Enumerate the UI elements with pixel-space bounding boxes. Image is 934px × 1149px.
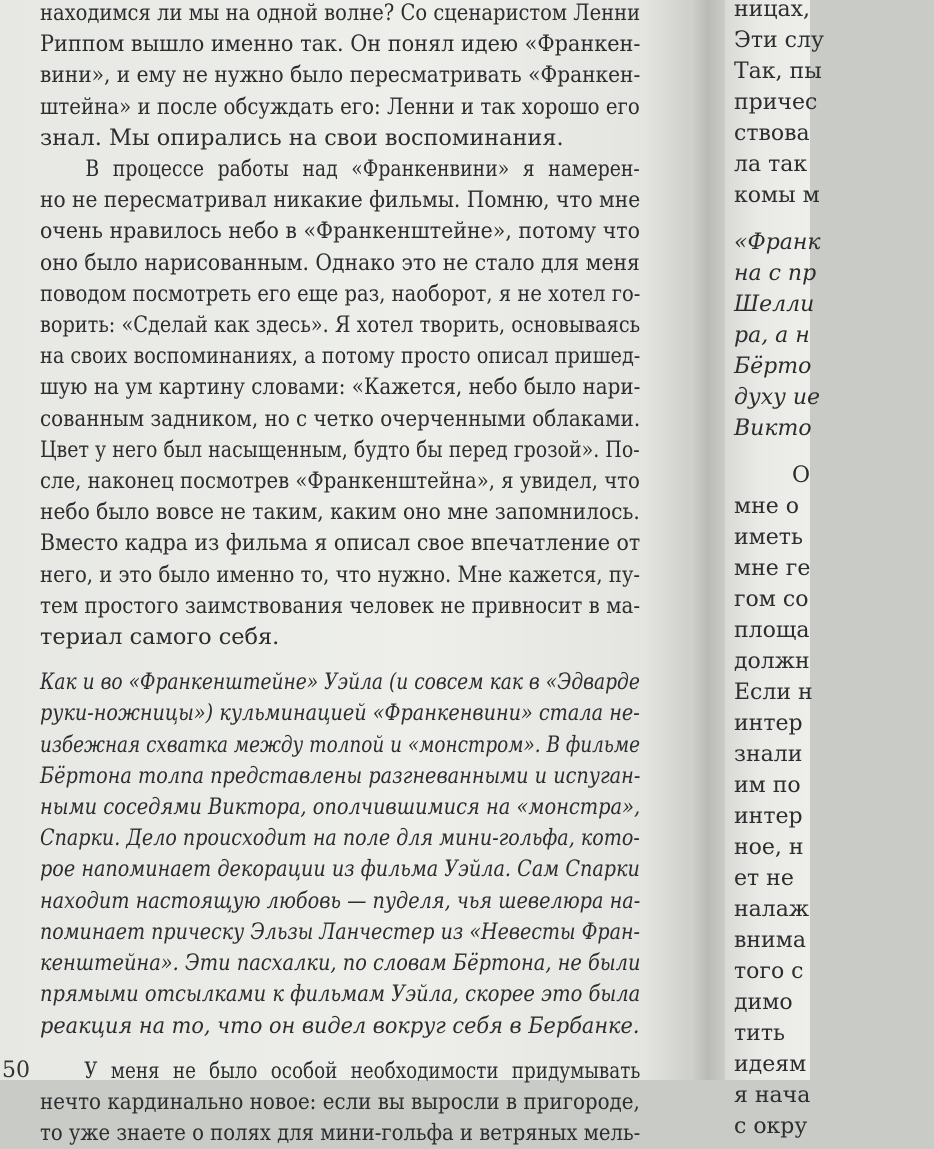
facing-line: интер	[734, 711, 803, 736]
text-line: реакция на то, что он видел вокруг себя в Бербанке.	[40, 1012, 640, 1039]
facing-line: Если н	[734, 680, 813, 705]
text-line: прямыми отсылками к фильмам Уэйла, скорее это была	[40, 981, 641, 1008]
text-line: но не пересматривал никакие фильмы. Помню, что мне	[40, 187, 641, 214]
text-line: тем простого заимствования человек не привносит в ма-	[40, 592, 641, 619]
text-line: ными соседями Виктора, ополчившимися на «монстра»,	[40, 794, 641, 821]
facing-line: Шелли	[734, 292, 815, 317]
text-line: находимся ли мы на одной волне? Со сценаристом Ленни	[40, 0, 641, 26]
facing-line: комы м	[734, 183, 820, 208]
facing-line: на с пр	[734, 261, 817, 286]
facing-line: интер	[734, 804, 803, 829]
text-line: знал. Мы опирались на свои воспоминания.	[40, 124, 564, 151]
text-line: то уже знаете о полях для мини-гольфа и ветряных мель-	[40, 1120, 641, 1147]
facing-line: площа	[734, 618, 810, 643]
text-line: Бёртона толпа представлены разгневанными и испуган-	[40, 762, 641, 789]
text-line: поминает прическу Эльзы Ланчестер из «Невесты Фран-	[40, 918, 640, 945]
facing-line: ла так	[734, 152, 808, 177]
text-line: небо было вовсе не таким, каким оно мне запомнилось.	[40, 499, 640, 526]
text-line: У меня не было особой необходимости придумывать	[84, 1057, 641, 1084]
text-line: Цвет у него был насыщенным, будто бы перед грозой». По-	[40, 436, 640, 463]
facing-line: причес	[734, 90, 818, 115]
text-line: поводом посмотреть его еще раз, наоборот, я не хотел го-	[40, 280, 641, 307]
text-line: руки-ножницы») кульминацией «Франкенвини» стала не-	[40, 700, 640, 727]
facing-line: ницах,	[734, 0, 810, 22]
text-line: рое напоминает декорации из фильма Уэйла. Сам Спарки	[40, 856, 640, 883]
text-line: Вместо кадра из фильма я описал свое впечатление от	[40, 530, 641, 557]
text-line: Как и во «Франкенштейне» Уэйла (и совсем как в «Эдварде	[40, 669, 640, 696]
facing-line: Бёрто	[734, 354, 812, 379]
paragraph-spacer	[40, 653, 640, 667]
facing-line: ра, а н	[734, 323, 810, 348]
text-line: Риппом вышло именно так. Он понял идею «Франкен-	[40, 31, 641, 58]
facing-line: того с	[734, 959, 804, 984]
text-line: него, и это было именно то, что нужно. Мне кажется, пу-	[40, 561, 641, 588]
page-number: 50	[2, 1058, 30, 1083]
facing-line: налаж	[734, 897, 810, 922]
text-line: кенштейна». Эти пасхалки, по словам Бёртона, не были	[40, 950, 641, 977]
text-line: штейна» и после обсуждать его: Ленни и так хорошо его	[40, 93, 640, 120]
text-line: избежная схватка между толпой и «монстром». В фильме	[40, 731, 641, 758]
italic-paragraph	[40, 667, 640, 1041]
text-line: сованным задником, но с четко очерченными облаками.	[40, 405, 641, 432]
facing-spacer	[734, 211, 934, 227]
facing-line: ет не	[734, 866, 794, 891]
paragraph-spacer	[40, 1042, 640, 1056]
paragraph-1	[40, 0, 640, 154]
facing-line: знали	[734, 742, 803, 767]
text-line: териал самого себя.	[40, 624, 280, 651]
facing-page	[725, 0, 824, 1139]
text-line: оно было нарисованным. Однако это не стало для меня	[40, 249, 640, 276]
text-line: ворить: «Сделай как здесь». Я хотел творить, основываясь	[40, 312, 641, 339]
text-line: шую на ум картину словами: «Кажется, небо было нари-	[40, 374, 641, 401]
text-line: вини», и ему не нужно было пересматривать «Франкен-	[40, 62, 641, 89]
text-line: на своих воспоминаниях, а потому просто описал пришед-	[40, 343, 641, 370]
text-line: сле, наконец посмотрев «Франкенштейна», я увидел, что	[40, 468, 640, 495]
facing-line: гом со	[734, 587, 809, 612]
facing-line: с окру	[734, 1114, 808, 1139]
facing-spacer	[734, 444, 934, 460]
facing-page-text	[734, 0, 934, 1142]
facing-line: внима	[734, 928, 806, 953]
facing-line: «Франк	[734, 230, 821, 255]
facing-line: Викто	[734, 416, 812, 441]
facing-line: мне ге	[734, 556, 811, 581]
text-line: находит настоящую любовь — пуделя, чья шевелюра на-	[40, 887, 641, 914]
facing-line: Эти слу	[734, 28, 824, 53]
facing-line: им по	[734, 773, 801, 798]
text-line: Спарки. Дело происходит на поле для мини-гольфа, кото-	[40, 825, 640, 852]
facing-line: димо	[734, 990, 793, 1015]
facing-line: иметь	[734, 525, 803, 550]
facing-line: я нача	[734, 1083, 811, 1108]
book-gutter	[690, 0, 730, 1080]
facing-line: должн	[734, 649, 810, 674]
paragraph-3	[40, 1056, 640, 1149]
facing-line: Так, пы	[734, 59, 822, 84]
text-line: очень нравилось небо в «Франкенштейне», потому что	[40, 218, 640, 245]
text-line: В процессе работы над «Франкенвини» я намерен-	[85, 156, 640, 183]
facing-line: ствова	[734, 121, 810, 146]
facing-line: духу ие	[734, 385, 821, 410]
facing-line: мне о	[734, 494, 800, 519]
page-body	[40, 0, 640, 1149]
text-line: нечто кардинально новое: если вы выросли в пригороде,	[40, 1088, 640, 1115]
facing-line: идеям	[734, 1052, 807, 1077]
paragraph-2	[40, 154, 640, 653]
facing-line: ное, н	[734, 835, 804, 860]
facing-line: О	[792, 463, 811, 488]
facing-line: тить	[734, 1021, 785, 1046]
